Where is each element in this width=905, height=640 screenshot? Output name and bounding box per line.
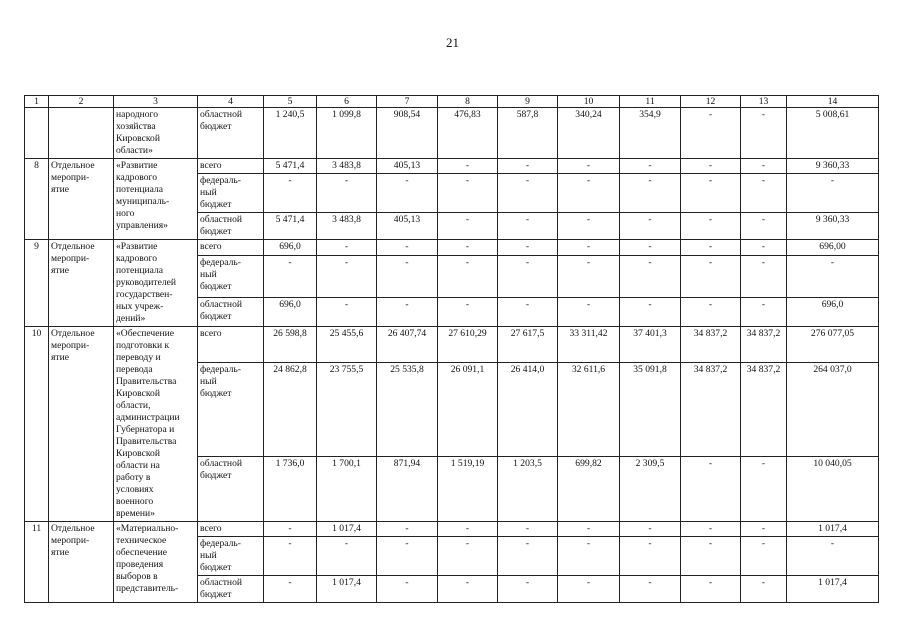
value-cell: - — [741, 576, 787, 603]
value-cell: - — [264, 256, 317, 298]
funding-source — [198, 327, 264, 363]
header-row — [25, 96, 879, 108]
value-cell: - — [741, 256, 787, 298]
value-cell: - — [558, 159, 620, 174]
value-cell: - — [438, 576, 498, 603]
value-cell: 10 040,05 — [787, 456, 879, 521]
value-cell: - — [558, 522, 620, 537]
value-cell: - — [377, 174, 438, 213]
value-cell: 23 755,5 — [317, 363, 377, 457]
value-cell: - — [377, 522, 438, 537]
value-cell: 34 837,2 — [681, 363, 741, 457]
value-cell: - — [438, 522, 498, 537]
activity-name-text: «Развитие кадрового потенциала руководителей государствен- ных учреж- дений» — [116, 241, 177, 324]
column-header: 9 — [498, 96, 558, 108]
value-cell: - — [498, 240, 558, 256]
value-cell: 1 203,5 — [498, 456, 558, 521]
value-cell: - — [681, 576, 741, 603]
table-row — [25, 108, 879, 159]
value-cell: - — [438, 297, 498, 326]
value-cell: 1 736,0 — [264, 456, 317, 521]
value-cell: - — [681, 240, 741, 256]
value-cell: - — [438, 174, 498, 213]
activity-name — [114, 327, 198, 522]
value-cell: 1 017,4 — [317, 522, 377, 537]
activity-number — [25, 240, 49, 327]
value-cell: - — [498, 522, 558, 537]
column-header: 10 — [558, 96, 620, 108]
activity-number — [25, 522, 49, 603]
value-cell: - — [741, 108, 787, 159]
value-cell: 476,83 — [438, 108, 498, 159]
value-cell: - — [681, 297, 741, 326]
value-cell: - — [620, 537, 681, 576]
value-cell: - — [438, 213, 498, 240]
funding-source-text: всего — [200, 328, 222, 339]
funding-source-text: всего — [200, 160, 222, 171]
value-cell: 26 414,0 — [498, 363, 558, 457]
funding-source-text: областной бюджет — [200, 457, 243, 481]
funding-source-text: областной бюджет — [200, 109, 243, 132]
table-body — [25, 96, 879, 603]
value-cell: - — [317, 297, 377, 326]
funding-source-text: всего — [200, 523, 222, 534]
activity-name-text: «Обеспечение подготовки к переводу и перевода Правительства Кировской области, администрации Губернатора и Правительства Кировской области на работу в условиях военного времени» — [116, 328, 180, 519]
value-cell: - — [741, 537, 787, 576]
funding-source — [198, 576, 264, 603]
activity-kind — [49, 108, 114, 159]
value-cell: - — [681, 159, 741, 174]
column-header: 5 — [264, 96, 317, 108]
value-cell: 1 240,5 — [264, 108, 317, 159]
value-cell: 9 360,33 — [787, 159, 879, 174]
value-cell: - — [558, 576, 620, 603]
value-cell: 696,00 — [787, 240, 879, 256]
value-cell: - — [741, 159, 787, 174]
activity-number — [25, 108, 49, 159]
funding-source-text: областной бюджет — [200, 214, 243, 237]
funding-source — [198, 537, 264, 576]
value-cell: - — [620, 174, 681, 213]
value-cell: - — [498, 256, 558, 298]
activity-kind-text: Отдельное меропри- ятие — [51, 523, 95, 558]
value-cell: - — [498, 213, 558, 240]
funding-source-text: федераль- ный бюджет — [200, 257, 241, 293]
funding-source — [198, 213, 264, 240]
value-cell: - — [317, 256, 377, 298]
funding-source — [198, 159, 264, 174]
value-cell: - — [620, 240, 681, 256]
value-cell: - — [498, 537, 558, 576]
activity-number-text: 8 — [34, 160, 39, 171]
value-cell: 3 483,8 — [317, 213, 377, 240]
value-cell: - — [264, 576, 317, 603]
activity-name-text: народного хозяйства Кировской области» — [116, 109, 160, 156]
value-cell: 25 535,8 — [377, 363, 438, 457]
value-cell: - — [741, 240, 787, 256]
column-header: 2 — [49, 96, 114, 108]
activity-name — [114, 522, 198, 603]
funding-source-text: федераль- ный бюджет — [200, 175, 241, 210]
column-header: 7 — [377, 96, 438, 108]
value-cell: 26 091,1 — [438, 363, 498, 457]
activity-kind — [49, 240, 114, 327]
activity-name — [114, 108, 198, 159]
value-cell: - — [558, 174, 620, 213]
value-cell: - — [620, 297, 681, 326]
value-cell: - — [558, 256, 620, 298]
value-cell: 34 837,2 — [741, 327, 787, 363]
activity-kind — [49, 522, 114, 603]
value-cell: 1 017,4 — [787, 576, 879, 603]
value-cell: - — [498, 297, 558, 326]
value-cell: - — [741, 456, 787, 521]
table-row — [25, 240, 879, 256]
value-cell: 34 837,2 — [741, 363, 787, 457]
activity-name — [114, 159, 198, 240]
value-cell: - — [681, 108, 741, 159]
value-cell: - — [498, 576, 558, 603]
value-cell: - — [741, 297, 787, 326]
value-cell: 1 017,4 — [317, 576, 377, 603]
budget-table — [24, 95, 879, 603]
activity-number-text: 11 — [31, 523, 42, 534]
value-cell: 27 610,29 — [438, 327, 498, 363]
value-cell: 25 455,6 — [317, 327, 377, 363]
activity-name-text: «Материально- техническое обеспечение проведения выборов в представитель- — [116, 523, 179, 594]
value-cell: - — [264, 537, 317, 576]
value-cell: - — [498, 159, 558, 174]
value-cell: - — [558, 213, 620, 240]
activity-number-text: 9 — [34, 241, 39, 252]
value-cell: 32 611,6 — [558, 363, 620, 457]
value-cell: 276 077,05 — [787, 327, 879, 363]
value-cell: 405,13 — [377, 159, 438, 174]
value-cell: - — [377, 576, 438, 603]
value-cell: - — [317, 240, 377, 256]
value-cell: 34 837,2 — [681, 327, 741, 363]
funding-source — [198, 174, 264, 213]
value-cell: - — [620, 576, 681, 603]
value-cell: 587,8 — [498, 108, 558, 159]
value-cell: 340,24 — [558, 108, 620, 159]
value-cell: 26 407,74 — [377, 327, 438, 363]
value-cell: - — [787, 256, 879, 298]
funding-source — [198, 456, 264, 521]
value-cell: 354,9 — [620, 108, 681, 159]
value-cell: 908,54 — [377, 108, 438, 159]
activity-kind-text: Отдельное меропри- ятие — [51, 160, 95, 195]
table-row — [25, 159, 879, 174]
value-cell: - — [438, 256, 498, 298]
page-number: 21 — [446, 35, 459, 50]
column-header: 11 — [620, 96, 681, 108]
table-row — [25, 522, 879, 537]
value-cell: 405,13 — [377, 213, 438, 240]
value-cell: - — [620, 213, 681, 240]
value-cell: - — [681, 213, 741, 240]
value-cell: 37 401,3 — [620, 327, 681, 363]
value-cell: 264 037,0 — [787, 363, 879, 457]
funding-source-text: федераль- ный бюджет — [200, 538, 241, 573]
activity-kind-text: Отдельное меропри- ятие — [51, 328, 95, 363]
funding-source — [198, 240, 264, 256]
funding-source-text: областной бюджет — [200, 298, 243, 322]
activity-kind — [49, 327, 114, 522]
value-cell: - — [681, 456, 741, 521]
value-cell: - — [558, 537, 620, 576]
activity-number-text: 10 — [31, 328, 42, 339]
value-cell: - — [741, 174, 787, 213]
value-cell: - — [620, 522, 681, 537]
value-cell: 699,82 — [558, 456, 620, 521]
value-cell: - — [377, 297, 438, 326]
activity-name-text: «Развитие кадрового потенциала муниципаль- ного управления» — [116, 160, 170, 231]
value-cell: - — [438, 240, 498, 256]
value-cell: - — [681, 522, 741, 537]
value-cell: 696,0 — [264, 297, 317, 326]
value-cell: 35 091,8 — [620, 363, 681, 457]
value-cell: - — [317, 174, 377, 213]
value-cell: - — [264, 522, 317, 537]
value-cell: - — [558, 240, 620, 256]
value-cell: - — [377, 256, 438, 298]
activity-number — [25, 159, 49, 240]
funding-source — [198, 256, 264, 298]
funding-source-text: федераль- ный бюджет — [200, 364, 241, 400]
funding-source — [198, 522, 264, 537]
value-cell: - — [264, 174, 317, 213]
column-header: 14 — [787, 96, 879, 108]
activity-kind — [49, 159, 114, 240]
value-cell: - — [377, 240, 438, 256]
value-cell: - — [438, 537, 498, 576]
column-header: 1 — [25, 96, 49, 108]
column-header: 12 — [681, 96, 741, 108]
funding-source — [198, 363, 264, 457]
activity-kind-text: Отдельное меропри- ятие — [51, 241, 95, 276]
value-cell: - — [681, 537, 741, 576]
funding-source-text: всего — [200, 241, 222, 252]
value-cell: 1 017,4 — [787, 522, 879, 537]
table-row — [25, 327, 879, 363]
value-cell: 696,0 — [264, 240, 317, 256]
value-cell: - — [498, 174, 558, 213]
value-cell: - — [681, 174, 741, 213]
value-cell: 5 471,4 — [264, 213, 317, 240]
value-cell: - — [741, 213, 787, 240]
column-header: 4 — [198, 96, 264, 108]
column-header: 8 — [438, 96, 498, 108]
value-cell: 9 360,33 — [787, 213, 879, 240]
funding-source — [198, 297, 264, 326]
value-cell: - — [620, 159, 681, 174]
value-cell: - — [620, 256, 681, 298]
value-cell: - — [438, 159, 498, 174]
value-cell: 5 008,61 — [787, 108, 879, 159]
value-cell: 27 617,5 — [498, 327, 558, 363]
funding-source — [198, 108, 264, 159]
funding-source-text: областной бюджет — [200, 577, 243, 600]
value-cell: - — [681, 256, 741, 298]
value-cell: 871,94 — [377, 456, 438, 521]
column-header: 13 — [741, 96, 787, 108]
column-header: 6 — [317, 96, 377, 108]
value-cell: 3 483,8 — [317, 159, 377, 174]
activity-number — [25, 327, 49, 522]
value-cell: 26 598,8 — [264, 327, 317, 363]
activity-name — [114, 240, 198, 327]
value-cell: 1 519,19 — [438, 456, 498, 521]
value-cell: 696,0 — [787, 297, 879, 326]
value-cell: 2 309,5 — [620, 456, 681, 521]
value-cell: - — [317, 537, 377, 576]
value-cell: - — [558, 297, 620, 326]
value-cell: 33 311,42 — [558, 327, 620, 363]
column-header: 3 — [114, 96, 198, 108]
value-cell: 24 862,8 — [264, 363, 317, 457]
value-cell: - — [787, 174, 879, 213]
value-cell: 1 099,8 — [317, 108, 377, 159]
value-cell: 5 471,4 — [264, 159, 317, 174]
value-cell: - — [741, 522, 787, 537]
value-cell: 1 700,1 — [317, 456, 377, 521]
value-cell: - — [787, 537, 879, 576]
value-cell: - — [377, 537, 438, 576]
